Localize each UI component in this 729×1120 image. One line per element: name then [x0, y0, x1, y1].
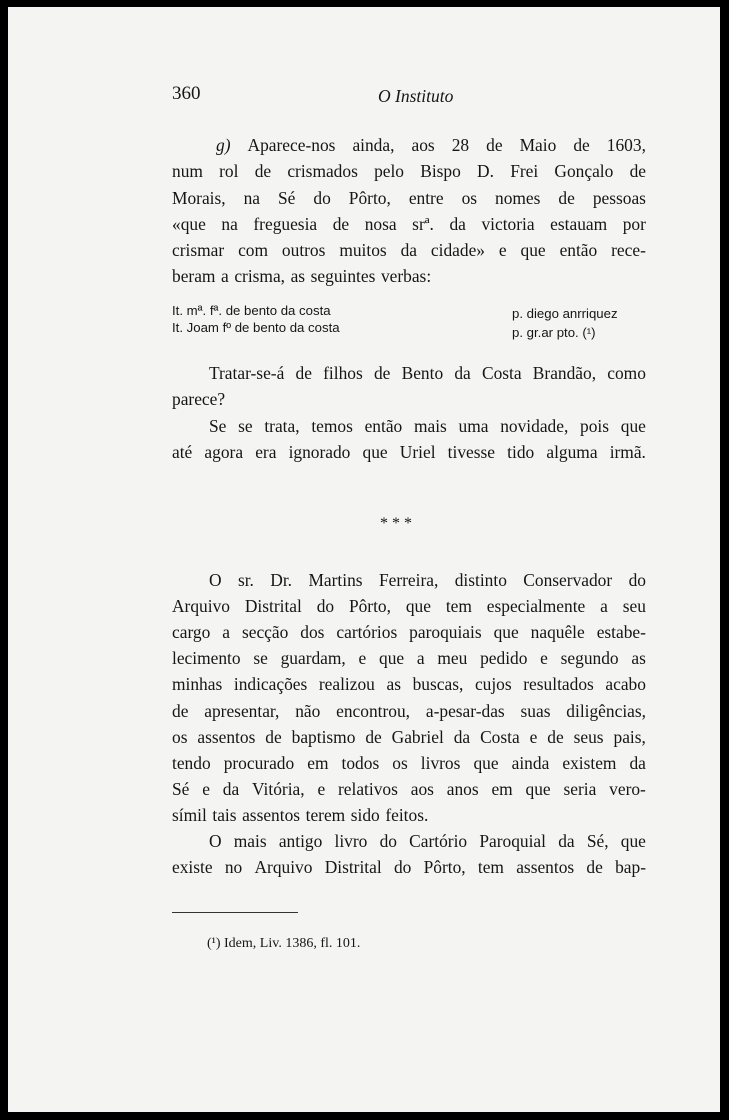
text-line: Se se trata, temos então mais uma novidade, pois que [209, 416, 646, 436]
transcription-right-2: p. gr.ar pto. (¹) [512, 325, 596, 340]
text-line: «que na freguesia de nosa srª. da victoria estauam por [172, 214, 646, 234]
text-line: os assentos de baptismo de Gabriel da Costa e de seus pais, [172, 727, 646, 747]
text-line: num rol de crismados pelo Bispo D. Frei Gonçalo de [172, 161, 646, 181]
text-line: existe no Arquivo Distrital do Pôrto, tem assentos de bap- [172, 857, 646, 877]
text-line: Morais, na Sé do Pôrto, entre os nomes de pessoas [172, 188, 646, 208]
text-line: O sr. Dr. Martins Ferreira, distinto Conservador do [209, 570, 646, 590]
text-line: lecimento se guardam, e que a meu pedido e segundo as [172, 648, 646, 668]
text-line: símil tais assentos terem sido feitos. [172, 805, 429, 825]
section-separator: * * * [380, 515, 412, 532]
text-line: Sé e da Vitória, e relativos aos anos em que seria vero- [172, 779, 646, 799]
text-line: de apresentar, não encontrou, a-pesar-das suas diligências, [172, 701, 646, 721]
text-line: O mais antigo livro do Cartório Paroquial da Sé, que [209, 831, 646, 851]
text-line: minhas indicações realizou as buscas, cujos resultados acabo [172, 674, 646, 694]
footnote: (¹) Idem, Liv. 1386, fl. 101. [207, 936, 361, 951]
text-line: até agora era ignorado que Uriel tivesse tido alguma irmã. [172, 442, 646, 462]
footnote-rule [172, 912, 298, 913]
text-line: Tratar-se-á de filhos de Bento da Costa Brandão, como [209, 363, 646, 383]
transcription-left-2: It. Joam fº de bento da costa [172, 320, 340, 335]
document-page [8, 7, 720, 1112]
text-line: crismar com outros muitos da cidade» e que então rece- [172, 240, 646, 260]
text-line: g) Aparece-nos ainda, aos 28 de Maio de 1603, [216, 135, 646, 155]
page-number: 360 [172, 83, 201, 104]
paragraph-main [172, 570, 646, 890]
paragraph-g [172, 135, 646, 295]
text-line: beram a crisma, as seguintes verbas: [172, 266, 432, 286]
text-line: Arquivo Distrital do Pôrto, que tem especialmente a seu [172, 596, 646, 616]
running-title: O Instituto [378, 86, 454, 106]
transcription-right-1: p. diego anrriquez [512, 306, 618, 321]
text-line: parece? [172, 389, 226, 409]
transcription-left-1: It. mª. fª. de bento da costa [172, 303, 331, 318]
text-line: tendo procurado em todos os livros que ainda existem da [172, 753, 646, 773]
text-line: cargo a secção dos cartórios paroquiais que naquêle estabe- [172, 622, 646, 642]
paragraph-question [172, 363, 646, 473]
